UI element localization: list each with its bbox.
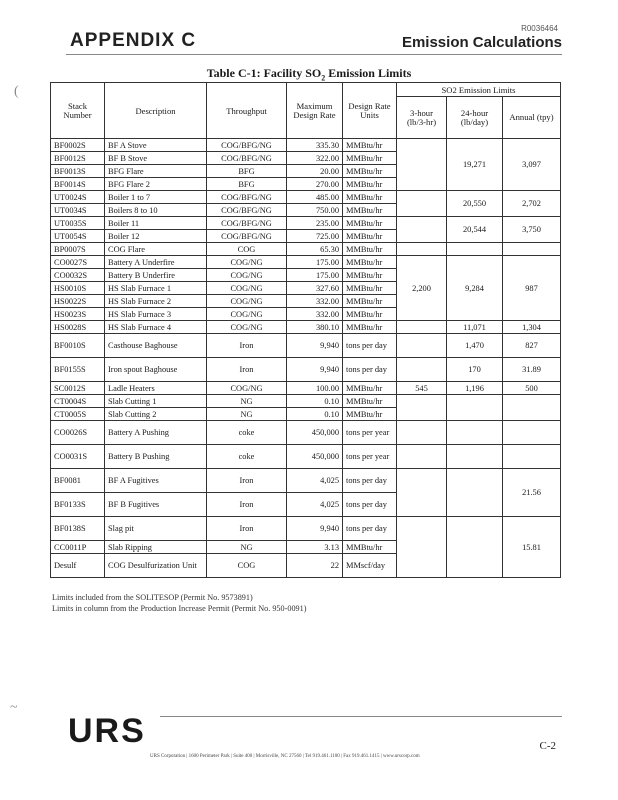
rate-cell: 4,025 xyxy=(287,469,343,493)
stack-cell: BF0014S xyxy=(51,178,105,191)
limit-3-hour xyxy=(397,469,447,517)
scan-mark: ~ xyxy=(10,700,18,715)
stack-cell: UT0034S xyxy=(51,204,105,217)
throughput-cell: BFG xyxy=(207,165,287,178)
units-cell: MMscf/day xyxy=(343,554,397,578)
units-cell: MMBtu/hr xyxy=(343,408,397,421)
rate-cell: 65.30 xyxy=(287,243,343,256)
rate-cell: 9,940 xyxy=(287,334,343,358)
stack-cell: CT0005S xyxy=(51,408,105,421)
section-title: Emission Calculations xyxy=(401,34,562,51)
description-cell: Casthouse Baghouse xyxy=(105,334,207,358)
header-description: Description xyxy=(105,83,207,139)
table-row xyxy=(51,382,561,395)
throughput-cell: BFG xyxy=(207,178,287,191)
throughput-cell: COG xyxy=(207,243,287,256)
limit-annual: 3,750 xyxy=(503,217,561,243)
limit-3-hour: 545 xyxy=(397,382,447,395)
rate-cell: 450,000 xyxy=(287,445,343,469)
description-cell: Slab Cutting 2 xyxy=(105,408,207,421)
rate-cell: 0.10 xyxy=(287,395,343,408)
description-cell: HS Slab Furnace 1 xyxy=(105,282,207,295)
throughput-cell: Iron xyxy=(207,358,287,382)
throughput-cell: COG/NG xyxy=(207,382,287,395)
limit-annual: 21.56 xyxy=(503,469,561,517)
rate-cell: 175.00 xyxy=(287,269,343,282)
table-row xyxy=(51,243,561,256)
limit-24-hour: 19,271 xyxy=(447,139,503,191)
rate-cell: 327.60 xyxy=(287,282,343,295)
description-cell: COG Desulfurization Unit xyxy=(105,554,207,578)
header-max-rate: Maximum Design Rate xyxy=(287,83,343,139)
emission-limits-table xyxy=(50,82,561,578)
stack-cell: Desulf xyxy=(51,554,105,578)
limit-24-hour: 9,284 xyxy=(447,256,503,321)
description-cell: Battery B Pushing xyxy=(105,445,207,469)
limit-24-hour xyxy=(447,243,503,256)
stack-cell: BF0081 xyxy=(51,469,105,493)
footer-rule xyxy=(160,716,562,717)
throughput-cell: COG xyxy=(207,554,287,578)
description-cell: Slab Ripping xyxy=(105,541,207,554)
rate-cell: 235.00 xyxy=(287,217,343,230)
throughput-cell: Iron xyxy=(207,517,287,541)
units-cell: MMBtu/hr xyxy=(343,204,397,217)
description-cell: Slab Cutting 1 xyxy=(105,395,207,408)
description-cell: HS Slab Furnace 2 xyxy=(105,295,207,308)
stack-cell: BF0010S xyxy=(51,334,105,358)
table-row xyxy=(51,358,561,382)
table-row xyxy=(51,334,561,358)
limit-annual: 3,097 xyxy=(503,139,561,191)
urs-logo: URS xyxy=(68,712,146,750)
table-row xyxy=(51,421,561,445)
stack-cell: CT0004S xyxy=(51,395,105,408)
limit-3-hour xyxy=(397,217,447,243)
throughput-cell: coke xyxy=(207,445,287,469)
limit-annual: 987 xyxy=(503,256,561,321)
limit-3-hour xyxy=(397,445,447,469)
header-annual: Annual (tpy) xyxy=(503,97,561,139)
rate-cell: 175.00 xyxy=(287,256,343,269)
rate-cell: 100.00 xyxy=(287,382,343,395)
note-1: Limits included from the SOLITESOP (Permit No. 9573891) xyxy=(52,593,253,602)
limit-24-hour xyxy=(447,395,503,421)
limit-annual: 15.81 xyxy=(503,517,561,578)
units-cell: MMBtu/hr xyxy=(343,178,397,191)
limit-3-hour xyxy=(397,334,447,358)
limit-24-hour xyxy=(447,445,503,469)
units-cell: MMBtu/hr xyxy=(343,269,397,282)
description-cell: Boiler 12 xyxy=(105,230,207,243)
limit-annual: 2,702 xyxy=(503,191,561,217)
header-rate-units: Design Rate Units xyxy=(343,83,397,139)
appendix-label: APPENDIX C xyxy=(70,30,197,51)
limit-3-hour xyxy=(397,243,447,256)
rate-cell: 332.00 xyxy=(287,295,343,308)
limit-3-hour xyxy=(397,517,447,578)
description-cell: HS Slab Furnace 3 xyxy=(105,308,207,321)
throughput-cell: COG/BFG/NG xyxy=(207,152,287,165)
table-row xyxy=(51,191,561,204)
stack-cell: UT0035S xyxy=(51,217,105,230)
description-cell: Boiler 1 to 7 xyxy=(105,191,207,204)
limit-3-hour xyxy=(397,139,447,191)
rate-cell: 9,940 xyxy=(287,517,343,541)
rate-cell: 3.13 xyxy=(287,541,343,554)
limit-3-hour xyxy=(397,421,447,445)
units-cell: MMBtu/hr xyxy=(343,295,397,308)
throughput-cell: COG/BFG/NG xyxy=(207,191,287,204)
units-cell: MMBtu/hr xyxy=(343,395,397,408)
limit-3-hour xyxy=(397,191,447,217)
table-title: Table C-1: Facility $SO_2$ Emission Limits xyxy=(206,66,412,83)
limit-24-hour: 170 xyxy=(447,358,503,382)
throughput-cell: Iron xyxy=(207,493,287,517)
description-cell: Boilers 8 to 10 xyxy=(105,204,207,217)
throughput-cell: Iron xyxy=(207,334,287,358)
page-number: C-2 xyxy=(539,740,556,752)
stack-cell: BF0155S xyxy=(51,358,105,382)
throughput-cell: COG/BFG/NG xyxy=(207,230,287,243)
limit-3-hour: 2,200 xyxy=(397,256,447,321)
description-cell: Slag pit xyxy=(105,517,207,541)
units-cell: MMBtu/hr xyxy=(343,230,397,243)
description-cell: Ladle Heaters xyxy=(105,382,207,395)
throughput-cell: NG xyxy=(207,541,287,554)
description-cell: BF B Stove xyxy=(105,152,207,165)
stack-cell: UT0054S xyxy=(51,230,105,243)
limit-24-hour: 1,470 xyxy=(447,334,503,358)
rate-cell: 485.00 xyxy=(287,191,343,204)
throughput-cell: NG xyxy=(207,408,287,421)
stack-cell: SC0012S xyxy=(51,382,105,395)
units-cell: MMBtu/hr xyxy=(343,243,397,256)
table-row xyxy=(51,445,561,469)
throughput-cell: COG/BFG/NG xyxy=(207,204,287,217)
table-row xyxy=(51,517,561,541)
table-row xyxy=(51,321,561,334)
stack-cell: CO0026S xyxy=(51,421,105,445)
throughput-cell: COG/BFG/NG xyxy=(207,217,287,230)
units-cell: tons per year xyxy=(343,445,397,469)
description-cell: Battery B Underfire xyxy=(105,269,207,282)
limit-24-hour: 20,544 xyxy=(447,217,503,243)
limit-3-hour xyxy=(397,395,447,421)
limit-3-hour xyxy=(397,358,447,382)
note-2: Limits in column from the Production Increase Permit (Permit No. 950-0091) xyxy=(52,604,307,613)
header-throughput: Throughput xyxy=(207,83,287,139)
stack-cell: CC0011P xyxy=(51,541,105,554)
rate-cell: 750.00 xyxy=(287,204,343,217)
limit-annual: 1,304 xyxy=(503,321,561,334)
rate-cell: 270.00 xyxy=(287,178,343,191)
limit-annual: 827 xyxy=(503,334,561,358)
limit-24-hour xyxy=(447,517,503,578)
units-cell: tons per day xyxy=(343,469,397,493)
throughput-cell: COG/NG xyxy=(207,269,287,282)
units-cell: tons per day xyxy=(343,493,397,517)
throughput-cell: COG/NG xyxy=(207,295,287,308)
table-row xyxy=(51,217,561,230)
description-cell: Battery A Underfire xyxy=(105,256,207,269)
table-row xyxy=(51,469,561,493)
stack-cell: HS0022S xyxy=(51,295,105,308)
rate-cell: 450,000 xyxy=(287,421,343,445)
description-cell: BF A Stove xyxy=(105,139,207,152)
stack-cell: BF0013S xyxy=(51,165,105,178)
stack-cell: HS0028S xyxy=(51,321,105,334)
stack-cell: HS0010S xyxy=(51,282,105,295)
units-cell: MMBtu/hr xyxy=(343,139,397,152)
units-cell: tons per year xyxy=(343,421,397,445)
rate-cell: 332.00 xyxy=(287,308,343,321)
stack-cell: BP0007S xyxy=(51,243,105,256)
units-cell: tons per day xyxy=(343,358,397,382)
throughput-cell: COG/BFG/NG xyxy=(207,139,287,152)
stack-cell: BF0138S xyxy=(51,517,105,541)
rate-cell: 335.30 xyxy=(287,139,343,152)
units-cell: MMBtu/hr xyxy=(343,308,397,321)
stack-cell: CO0027S xyxy=(51,256,105,269)
stack-cell: CO0031S xyxy=(51,445,105,469)
throughput-cell: Iron xyxy=(207,469,287,493)
stack-cell: CO0032S xyxy=(51,269,105,282)
rate-cell: 20.00 xyxy=(287,165,343,178)
limit-3-hour xyxy=(397,321,447,334)
table-row xyxy=(51,139,561,152)
rate-cell: 22 xyxy=(287,554,343,578)
description-cell: Boiler 11 xyxy=(105,217,207,230)
stack-cell: BF0002S xyxy=(51,139,105,152)
table-row xyxy=(51,395,561,408)
limit-annual xyxy=(503,243,561,256)
units-cell: tons per day xyxy=(343,517,397,541)
footer-address: URS Corporation | 1600 Perimeter Park | Suite 400 | Morrisville, NC 27560 | Tel 919.461.1100 | Fax 919.461.1415 | www.urscorp.com xyxy=(150,754,420,759)
limit-annual xyxy=(503,395,561,421)
description-cell: Iron spout Baghouse xyxy=(105,358,207,382)
units-cell: MMBtu/hr xyxy=(343,217,397,230)
description-cell: BFG Flare 2 xyxy=(105,178,207,191)
limit-annual: 500 xyxy=(503,382,561,395)
units-cell: MMBtu/hr xyxy=(343,165,397,178)
units-cell: MMBtu/hr xyxy=(343,382,397,395)
header-24-hour: 24-hour (lb/day) xyxy=(447,97,503,139)
units-cell: tons per day xyxy=(343,334,397,358)
units-cell: MMBtu/hr xyxy=(343,321,397,334)
description-cell: COG Flare xyxy=(105,243,207,256)
limit-24-hour: 1,196 xyxy=(447,382,503,395)
throughput-cell: COG/NG xyxy=(207,308,287,321)
limit-annual: 31.89 xyxy=(503,358,561,382)
rate-cell: 4,025 xyxy=(287,493,343,517)
units-cell: MMBtu/hr xyxy=(343,541,397,554)
limit-24-hour: 11,071 xyxy=(447,321,503,334)
limit-24-hour xyxy=(447,421,503,445)
header-stack: Stack Number xyxy=(51,83,105,139)
limit-annual xyxy=(503,421,561,445)
description-cell: Battery A Pushing xyxy=(105,421,207,445)
header-limits-group: SO2 Emission Limits xyxy=(397,83,561,97)
limit-24-hour: 20,550 xyxy=(447,191,503,217)
limit-annual xyxy=(503,445,561,469)
description-cell: BFG Flare xyxy=(105,165,207,178)
stack-cell: HS0023S xyxy=(51,308,105,321)
units-cell: MMBtu/hr xyxy=(343,282,397,295)
rate-cell: 725.00 xyxy=(287,230,343,243)
description-cell: BF B Fugitives xyxy=(105,493,207,517)
throughput-cell: COG/NG xyxy=(207,256,287,269)
units-cell: MMBtu/hr xyxy=(343,152,397,165)
stack-cell: UT0024S xyxy=(51,191,105,204)
description-cell: HS Slab Furnace 4 xyxy=(105,321,207,334)
header-rule xyxy=(66,54,562,55)
stack-cell: BF0133S xyxy=(51,493,105,517)
throughput-cell: COG/NG xyxy=(207,282,287,295)
stack-cell: BF0012S xyxy=(51,152,105,165)
limit-24-hour xyxy=(447,469,503,517)
rate-cell: 322.00 xyxy=(287,152,343,165)
rate-cell: 380.10 xyxy=(287,321,343,334)
table-notes xyxy=(52,592,306,614)
document-id: R0036464 xyxy=(521,24,558,33)
rate-cell: 0.10 xyxy=(287,408,343,421)
throughput-cell: COG/NG xyxy=(207,321,287,334)
header-3-hour: 3-hour (lb/3-hr) xyxy=(397,97,447,139)
table-row xyxy=(51,256,561,269)
throughput-cell: coke xyxy=(207,421,287,445)
units-cell: MMBtu/hr xyxy=(343,191,397,204)
throughput-cell: NG xyxy=(207,395,287,408)
units-cell: MMBtu/hr xyxy=(343,256,397,269)
rate-cell: 9,940 xyxy=(287,358,343,382)
scan-mark: ( xyxy=(14,84,19,99)
description-cell: BF A Fugitives xyxy=(105,469,207,493)
